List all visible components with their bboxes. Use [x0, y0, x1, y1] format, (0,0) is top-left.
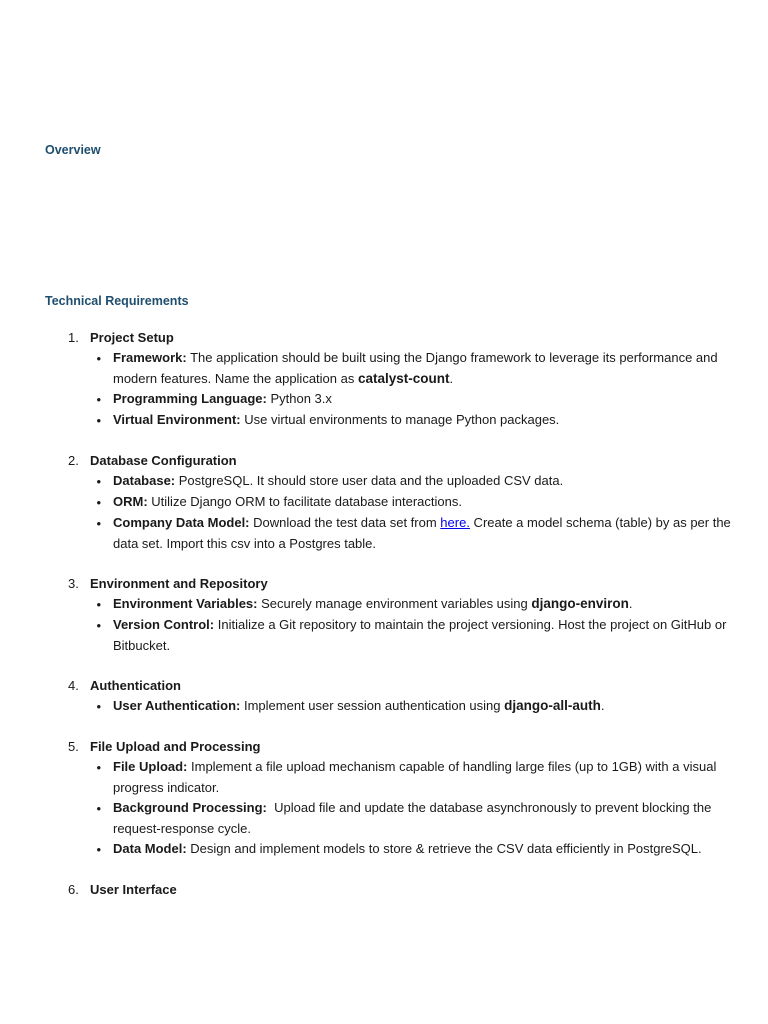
bullet-description: Use virtual environments to manage Python packages.	[240, 412, 560, 427]
bullet-label: File Upload:	[113, 759, 188, 774]
dataset-download-link[interactable]: here.	[440, 515, 470, 530]
bullet-description: Download the test data set from	[249, 515, 441, 530]
requirement-section	[45, 675, 735, 717]
bullet-item	[45, 410, 735, 431]
section-title: User Interface	[90, 881, 177, 897]
bullet-icon: •	[96, 842, 101, 857]
bullet-description: Design and implement models to store & retrieve the CSV data efficiently in PostgreSQL.	[186, 841, 702, 856]
bullet-label: User Authentication:	[113, 698, 241, 713]
bullet-item	[45, 492, 735, 513]
section-number: 4.	[68, 677, 79, 693]
bullet-icon: •	[96, 474, 101, 489]
bullet-label: Version Control:	[113, 617, 215, 632]
section-spacer	[45, 860, 735, 879]
section-title: Database Configuration	[90, 452, 237, 468]
bullet-item	[45, 839, 735, 860]
overview-heading: Overview	[45, 143, 101, 157]
bullet-icon: •	[96, 801, 101, 816]
bullet-icon: •	[96, 618, 101, 633]
bullet-label: Database:	[113, 473, 176, 488]
bullet-list	[45, 757, 735, 860]
bullet-description-end: .	[600, 698, 605, 713]
bullet-emphasis: catalyst-count	[357, 370, 450, 386]
bullet-label: Background Processing:	[113, 800, 267, 815]
section-title-row	[45, 327, 735, 348]
bullet-text	[113, 410, 735, 431]
section-number: 3.	[68, 575, 79, 591]
bullet-emphasis: django-all-auth	[504, 698, 601, 713]
bullet-item	[45, 348, 735, 389]
bullet-icon: •	[96, 597, 101, 612]
section-title-row	[45, 573, 735, 594]
bullet-item	[45, 798, 735, 839]
section-title: Environment and Repository	[90, 575, 268, 591]
bullet-list	[45, 696, 735, 717]
section-title-row	[45, 736, 735, 757]
bullet-description-end: .	[449, 370, 454, 386]
bullet-emphasis: django-environ	[531, 596, 629, 611]
section-number-cell	[45, 328, 90, 348]
bullet-item	[45, 615, 735, 656]
bullet-text	[113, 389, 735, 410]
requirement-section	[45, 573, 735, 656]
bullet-icon: •	[96, 413, 101, 428]
section-number: 2.	[68, 452, 79, 468]
section-number-cell	[45, 880, 90, 900]
bullet-item	[45, 471, 735, 492]
bullet-description: Implement a file upload mechanism capable of handling large files (up to 1GB) with a visual progress indicator.	[113, 759, 720, 795]
bullet-description: Python 3.x	[266, 391, 332, 406]
section-number-cell	[45, 451, 90, 471]
section-number-cell	[45, 676, 90, 696]
requirement-section	[45, 736, 735, 860]
section-title: Project Setup	[90, 329, 174, 345]
requirement-section	[45, 450, 735, 554]
bullet-text	[113, 615, 735, 656]
bullet-description: The application should be built using the Django framework to leverage its performance and modern features. Name the application as	[113, 350, 722, 386]
bullet-description: Utilize Django ORM to facilitate database interactions.	[147, 494, 462, 509]
bullet-description-end: Create a model schema (table) by as per the data set. Import this csv into a Postgres table.	[113, 515, 731, 551]
bullet-list	[45, 471, 735, 554]
requirements-list	[45, 327, 735, 900]
bullet-text	[113, 798, 735, 839]
bullet-description: Securely manage environment variables using	[257, 596, 532, 611]
bullet-text	[113, 492, 735, 513]
bullet-text	[113, 513, 735, 554]
requirement-section	[45, 879, 735, 900]
bullet-description: Implement user session authentication using	[240, 698, 505, 713]
section-title: Authentication	[90, 677, 181, 693]
bullet-item	[45, 696, 735, 717]
bullet-description: Upload file and update the database asynchronously to prevent blocking the request-response cycle.	[113, 800, 715, 836]
section-spacer	[45, 554, 735, 573]
bullet-list	[45, 348, 735, 431]
bullet-description: Initialize a Git repository to maintain the project versioning. Host the project on GitHub or Bitbucket.	[113, 617, 731, 653]
section-title-row	[45, 450, 735, 471]
bullet-item	[45, 389, 735, 410]
bullet-item	[45, 513, 735, 554]
bullet-icon: •	[96, 760, 101, 775]
bullet-icon: •	[96, 699, 101, 714]
section-title-row	[45, 675, 735, 696]
bullet-label: Programming Language:	[113, 391, 267, 406]
section-number: 5.	[68, 738, 79, 754]
bullet-text	[113, 348, 735, 389]
bullet-icon: •	[96, 392, 101, 407]
section-title: File Upload and Processing	[90, 738, 261, 754]
section-number: 1.	[68, 329, 79, 345]
bullet-label: Company Data Model:	[113, 515, 250, 530]
section-number-cell	[45, 574, 90, 594]
bullet-label: ORM:	[113, 494, 148, 509]
bullet-text	[113, 696, 735, 717]
bullet-label: Virtual Environment:	[113, 412, 241, 427]
bullet-item	[45, 594, 735, 615]
bullet-text	[113, 839, 735, 860]
bullet-text	[113, 757, 735, 798]
bullet-icon: •	[96, 516, 101, 531]
bullet-text	[113, 594, 735, 615]
section-number-cell	[45, 737, 90, 757]
bullet-text	[113, 471, 735, 492]
section-number: 6.	[68, 881, 79, 897]
bullet-label: Framework:	[113, 350, 187, 365]
bullet-description: PostgreSQL. It should store user data and the uploaded CSV data.	[175, 473, 564, 488]
technical-requirements-heading: Technical Requirements	[45, 294, 189, 308]
bullet-icon: •	[96, 351, 101, 366]
bullet-icon: •	[96, 495, 101, 510]
section-spacer	[45, 656, 735, 675]
bullet-list	[45, 594, 735, 656]
section-title-row	[45, 879, 735, 900]
section-spacer	[45, 717, 735, 736]
bullet-label: Data Model:	[113, 841, 187, 856]
bullet-label: Environment Variables:	[113, 596, 258, 611]
bullet-description-end: .	[628, 596, 633, 611]
bullet-item	[45, 757, 735, 798]
section-spacer	[45, 431, 735, 450]
requirement-section	[45, 327, 735, 431]
